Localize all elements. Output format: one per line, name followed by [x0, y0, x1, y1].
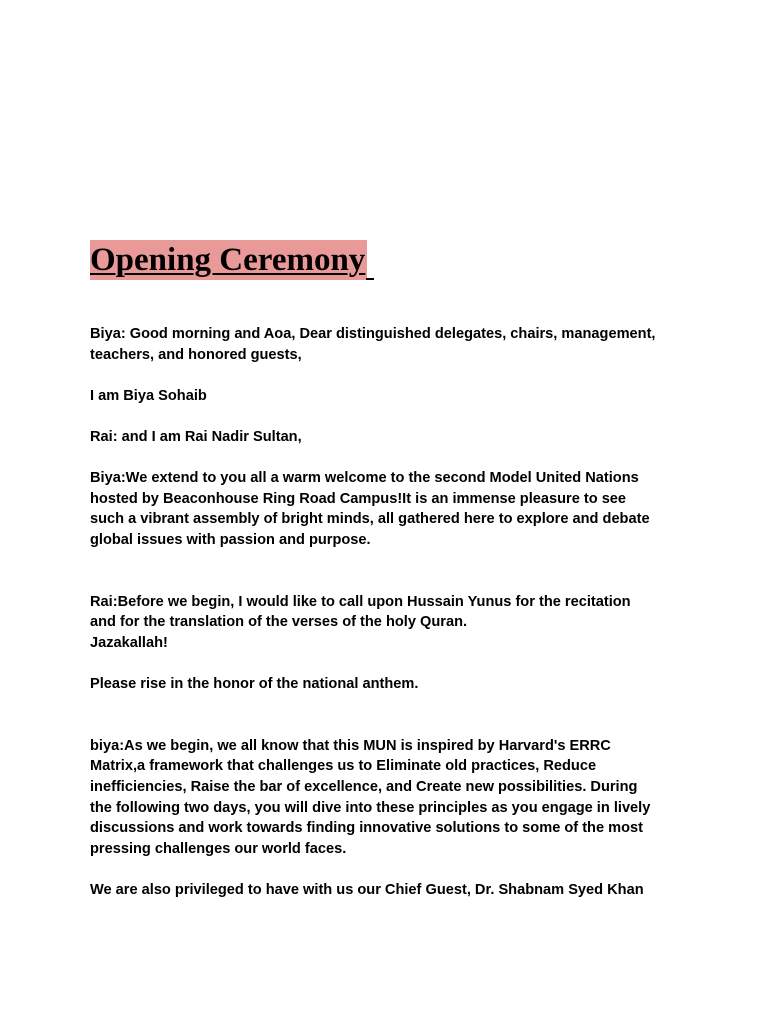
paragraph-recitation: Rai:Before we begin, I would like to call upon Hussain Yunus for the recitation and for the translation of the verses of the holy Quran. Jazakallah!	[90, 593, 631, 651]
paragraph-greeting: Biya: Good morning and Aoa, Dear distinguished delegates, chairs, management, teachers, and honored guests,	[90, 326, 656, 363]
document-title: Opening Ceremony	[90, 242, 366, 278]
document-body	[90, 324, 690, 901]
paragraph-welcome: Biya:We extend to you all a warm welcome to the second Model United Nations hosted by Beaconhouse Ring Road Campus!It is an immense pleasure to see such a vibrant assembly of bright minds, all gathered here to explore and debate global issues with passion and purpose.	[90, 470, 650, 548]
title-container	[90, 240, 374, 280]
paragraph-errc: biya:As we begin, we all know that this MUN is inspired by Harvard's ERRC Matrix,a framework that challenges us to Eliminate old practices, Reduce inefficiencies, Raise the bar of excellence, and Create new possibilities. During the following two days, you will dive into these principles as you engage in lively discussions and work towards finding innovative solutions to some of the most pressing challenges our world faces.	[90, 737, 651, 857]
title-underline-tail	[366, 240, 374, 280]
paragraph-intro-biya: I am Biya Sohaib	[90, 387, 207, 404]
paragraph-intro-rai: Rai: and I am Rai Nadir Sultan,	[90, 428, 302, 445]
paragraph-anthem: Please rise in the honor of the national anthem.	[90, 676, 419, 693]
paragraph-chief-guest: We are also privileged to have with us our Chief Guest, Dr. Shabnam Syed Khan	[90, 882, 644, 899]
